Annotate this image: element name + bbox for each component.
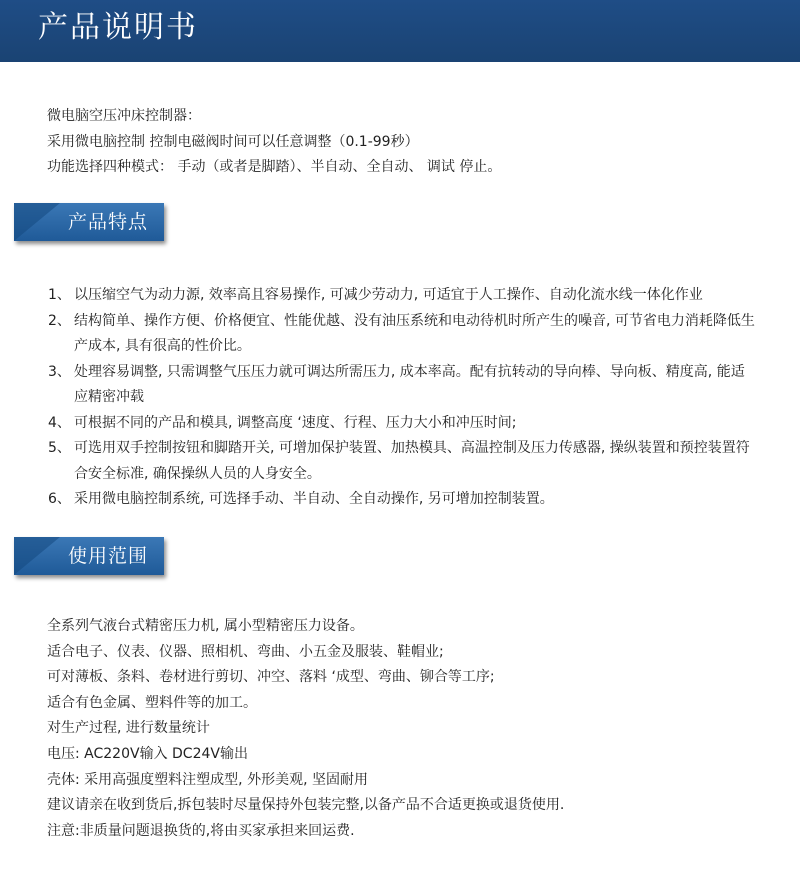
feature-text: 可选用双手控制按钮和脚踏开关, 可增加保护装置、加热模具、高温控制及压力传感器, 操纵装置和预控装置符合安全标准, 确保操纵人员的人身安全。 xyxy=(74,440,750,482)
usage-line: 壳体: 采用高强度塑料注塑成型, 外形美观, 坚固耐用 xyxy=(47,771,368,788)
feature-number: 4、 xyxy=(48,414,71,431)
intro-line: 采用微电脑控制 控制电磁阀时间可以任意调整（0.1-99秒） xyxy=(47,133,419,150)
feature-item xyxy=(48,487,758,513)
feature-number: 1、 xyxy=(48,287,71,303)
feature-text: 处理容易调整, 只需调整气压压力就可调达所需压力, 成本率高。配有抗转动的导向棒、导向板、精度高, 能适应精密冲载 xyxy=(74,363,745,405)
features-list xyxy=(48,283,758,513)
feature-item xyxy=(48,436,758,487)
usage-line: 建议请亲在收到货后,拆包装时尽量保持外包装完整,以备产品不合适更换或退货使用. xyxy=(47,797,565,814)
feature-item xyxy=(48,411,758,437)
usage-section-tag xyxy=(14,537,164,575)
feature-item xyxy=(48,283,758,309)
usage-line: 适合有色金属、塑料件等的加工。 xyxy=(47,694,257,711)
features-section-label: 产品特点 xyxy=(68,211,149,233)
usage-line: 注意:非质量问题退换货的,将由买家承担来回运费. xyxy=(47,822,355,839)
header-banner xyxy=(0,0,800,62)
feature-item xyxy=(48,360,758,411)
feature-text: 结构简单、操作方便、价格便宜、性能优越、没有油压系统和电动待机时所产生的噪音, 可节省电力消耗降低生产成本, 具有很高的性价比。 xyxy=(74,312,755,354)
usage-line: 可对薄板、条料、卷材进行剪切、冲空、落料 ‘成型、弯曲、铆合等工序; xyxy=(47,669,495,686)
intro-line: 微电脑空压冲床控制器： xyxy=(47,108,201,124)
intro-line: 功能选择四种模式： 手动（或者是脚踏）、半自动、全自动、 调试 停止。 xyxy=(47,159,502,175)
usage-line: 对生产过程, 进行数量统计 xyxy=(47,720,210,737)
usage-line: 适合电子、仪表、仪器、照相机、弯曲、小五金及服装、鞋帽业; xyxy=(47,643,444,660)
feature-text: 采用微电脑控制系统, 可选择手动、半自动、全自动操作, 另可增加控制装置。 xyxy=(74,491,554,507)
page-title: 产品说明书 xyxy=(38,10,198,45)
feature-number: 6、 xyxy=(48,491,71,507)
features-section-tag xyxy=(14,203,164,241)
intro-block xyxy=(47,104,767,181)
usage-list xyxy=(47,614,767,844)
feature-number: 2、 xyxy=(48,312,71,329)
usage-section-label: 使用范围 xyxy=(68,545,149,567)
usage-line: 全系列气液台式精密压力机, 属小型精密压力设备。 xyxy=(47,618,364,634)
feature-item xyxy=(48,309,758,360)
feature-text: 以压缩空气为动力源, 效率高且容易操作, 可减少劳动力, 可适宜于人工操作、自动化流水线一体化作业 xyxy=(74,287,703,303)
usage-line: 电压: AC220V输入 DC24V输出 xyxy=(47,745,248,762)
feature-number: 5、 xyxy=(48,440,71,456)
feature-text: 可根据不同的产品和模具, 调整高度 ‘速度、行程、压力大小和冲压时间; xyxy=(74,414,517,431)
feature-number: 3、 xyxy=(48,363,71,380)
